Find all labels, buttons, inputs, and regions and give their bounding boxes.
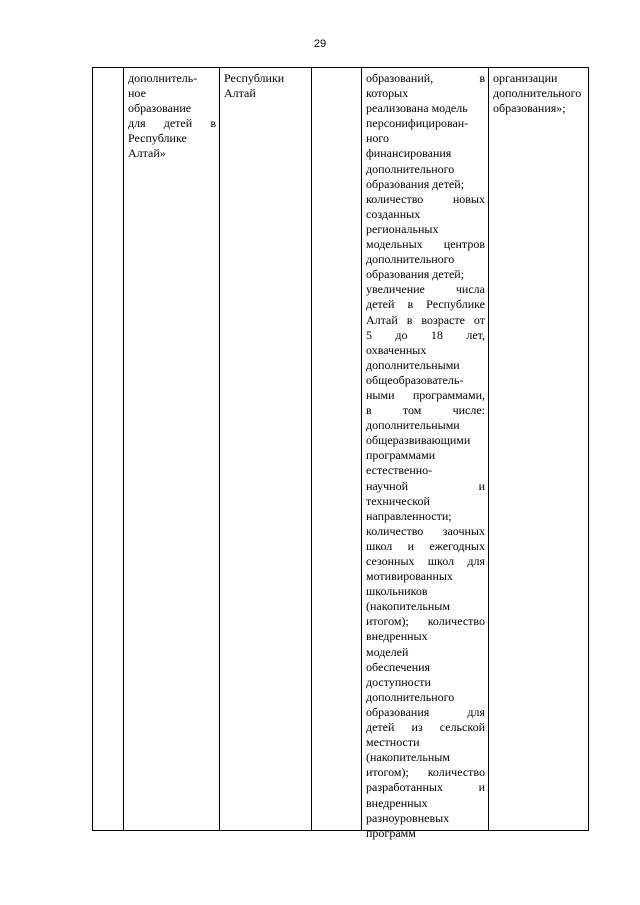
- cell-text-line: (накопительным: [366, 599, 450, 614]
- cell-text-line: [366, 554, 485, 569]
- cell-word: научной: [366, 478, 409, 493]
- cell-word: Республике: [426, 297, 485, 312]
- cell-text-line: доступности: [366, 674, 431, 689]
- cell-word: количество: [427, 765, 485, 780]
- cell-text-line: Республике: [128, 131, 187, 146]
- cell-word: возрасте: [421, 312, 465, 327]
- table-cell-empty: [312, 68, 362, 830]
- cell-word: итогом);: [366, 765, 409, 780]
- cell-word: в: [407, 297, 414, 312]
- cell-text-line: [366, 780, 485, 795]
- cell-word: и: [478, 780, 485, 795]
- cell-word: школ: [366, 538, 393, 553]
- cell-word: программами,: [412, 387, 485, 402]
- cell-word: Алтай: [366, 312, 398, 327]
- cell-text-line: дополнительного: [366, 161, 455, 176]
- cell-text-line: [366, 71, 485, 86]
- cell-text-line: [366, 388, 485, 403]
- cell-word: лет,: [466, 327, 485, 342]
- cell-text-line: дополнительными: [366, 418, 460, 433]
- cell-text-line: [366, 237, 485, 252]
- cell-word: разработанных: [366, 780, 443, 795]
- cell-word: в: [210, 116, 216, 131]
- cell-word: количество: [366, 523, 424, 538]
- cell-word: детей: [366, 720, 395, 735]
- cell-text-line: направленности;: [366, 508, 452, 523]
- cell-text-line: дополнитель-: [128, 71, 198, 85]
- cell-text-line: естественно-: [366, 463, 433, 478]
- document-table: [92, 67, 589, 840]
- cell-text-line: Республики: [224, 71, 285, 85]
- cell-text-line: дополнительного: [366, 252, 455, 267]
- table-cell-organization: [489, 68, 589, 830]
- cell-text-line: образования детей;: [366, 267, 465, 282]
- cell-word: и: [478, 478, 485, 493]
- table-cell-indicators: [362, 68, 489, 840]
- cell-text-line: разноуровневых: [366, 810, 450, 825]
- cell-text-line: программами: [366, 448, 436, 463]
- cell-text-line: внедренных: [366, 795, 428, 810]
- cell-text-line: [366, 328, 485, 343]
- cell-word: ежегодных: [429, 538, 485, 553]
- cell-text-line: [366, 479, 485, 494]
- cell-text-line: охваченных: [366, 342, 427, 357]
- cell-word: заочных: [442, 523, 485, 538]
- cell-text-line: [128, 116, 216, 131]
- cell-word: для: [467, 704, 485, 719]
- cell-text-line: [366, 765, 485, 780]
- table-cell-number: [93, 68, 124, 830]
- cell-word: модельных: [366, 237, 423, 252]
- cell-text-line: общеобразователь-: [366, 372, 464, 387]
- cell-text-line: [366, 192, 485, 207]
- cell-word: 5: [366, 327, 372, 342]
- cell-text-line: общеразвивающими: [366, 433, 471, 448]
- cell-word: в: [366, 403, 372, 418]
- cell-text-line: Алтай: [224, 86, 256, 101]
- cell-text-line: мотивированных: [366, 569, 453, 584]
- cell-text-line: дополнительного: [366, 689, 455, 704]
- cell-text-line: [366, 313, 485, 328]
- cell-word: детей: [163, 116, 193, 131]
- cell-text-line: обеспечения: [366, 659, 431, 674]
- cell-word: новых: [452, 191, 485, 206]
- cell-text-line: [366, 524, 485, 539]
- cell-text-line: местности: [366, 735, 420, 750]
- cell-word: сельской: [439, 720, 485, 735]
- cell-word: детей: [366, 297, 395, 312]
- cell-text-line: Алтай»: [128, 146, 166, 161]
- cell-word: школ: [427, 554, 455, 568]
- cell-word: итогом);: [366, 614, 409, 629]
- cell-text-line: [366, 705, 485, 720]
- cell-word: сезонных: [366, 554, 415, 568]
- cell-text-line: моделей: [366, 644, 409, 659]
- cell-text-line: ного: [366, 131, 390, 146]
- cell-word: центров: [443, 237, 485, 252]
- cell-word: 18: [430, 327, 443, 342]
- cell-word: в: [406, 312, 413, 327]
- cell-word: до: [395, 327, 408, 342]
- cell-text-line: персонифицирован-: [366, 116, 469, 131]
- cell-word: том: [402, 403, 422, 418]
- cell-text-line: образования детей;: [366, 176, 465, 191]
- cell-text-line: финансирования: [366, 146, 452, 161]
- cell-text-line: реализована модель: [366, 101, 468, 116]
- cell-text-line: школьников: [366, 584, 428, 599]
- cell-text-line: технической: [366, 493, 430, 508]
- cell-text-line: (накопительным: [366, 750, 450, 765]
- cell-text-line: [366, 539, 485, 554]
- cell-text-line: созданных: [366, 206, 421, 221]
- cell-word: образования: [366, 704, 430, 719]
- cell-text-line: [366, 282, 485, 297]
- cell-word: увеличение: [366, 282, 425, 297]
- cell-word: и: [407, 538, 415, 553]
- cell-word: из: [411, 720, 423, 735]
- cell-text-line: дополнительного: [493, 86, 582, 101]
- cell-text-line: [366, 614, 485, 629]
- cell-word: образований,: [366, 71, 434, 85]
- cell-text-line: [366, 403, 485, 418]
- cell-text-line: ное: [128, 86, 146, 101]
- cell-word: ными: [366, 387, 395, 402]
- cell-text-line: образование: [128, 101, 192, 116]
- cell-text-line: [366, 297, 485, 312]
- cell-text-line: образования»;: [493, 101, 566, 116]
- cell-word: числа: [455, 282, 485, 297]
- table-cell-project-name: [124, 68, 220, 830]
- cell-text-line: которых: [366, 86, 409, 101]
- cell-word: количество: [366, 191, 424, 206]
- cell-word: для: [128, 116, 146, 131]
- cell-text-line: региональных: [366, 221, 439, 236]
- page-number: 29: [313, 38, 327, 50]
- cell-text-line: программ: [366, 825, 416, 840]
- cell-text-line: внедренных: [366, 629, 428, 644]
- cell-text-line: организации: [493, 71, 558, 85]
- cell-text-line: дополнительными: [366, 357, 460, 372]
- cell-word: от: [473, 312, 485, 327]
- cell-word: числе:: [452, 403, 485, 418]
- cell-word: количество: [427, 614, 485, 629]
- cell-text-line: [366, 720, 485, 735]
- cell-word: для: [467, 554, 485, 568]
- table-cell-region: [220, 68, 312, 830]
- cell-word: в: [479, 71, 485, 85]
